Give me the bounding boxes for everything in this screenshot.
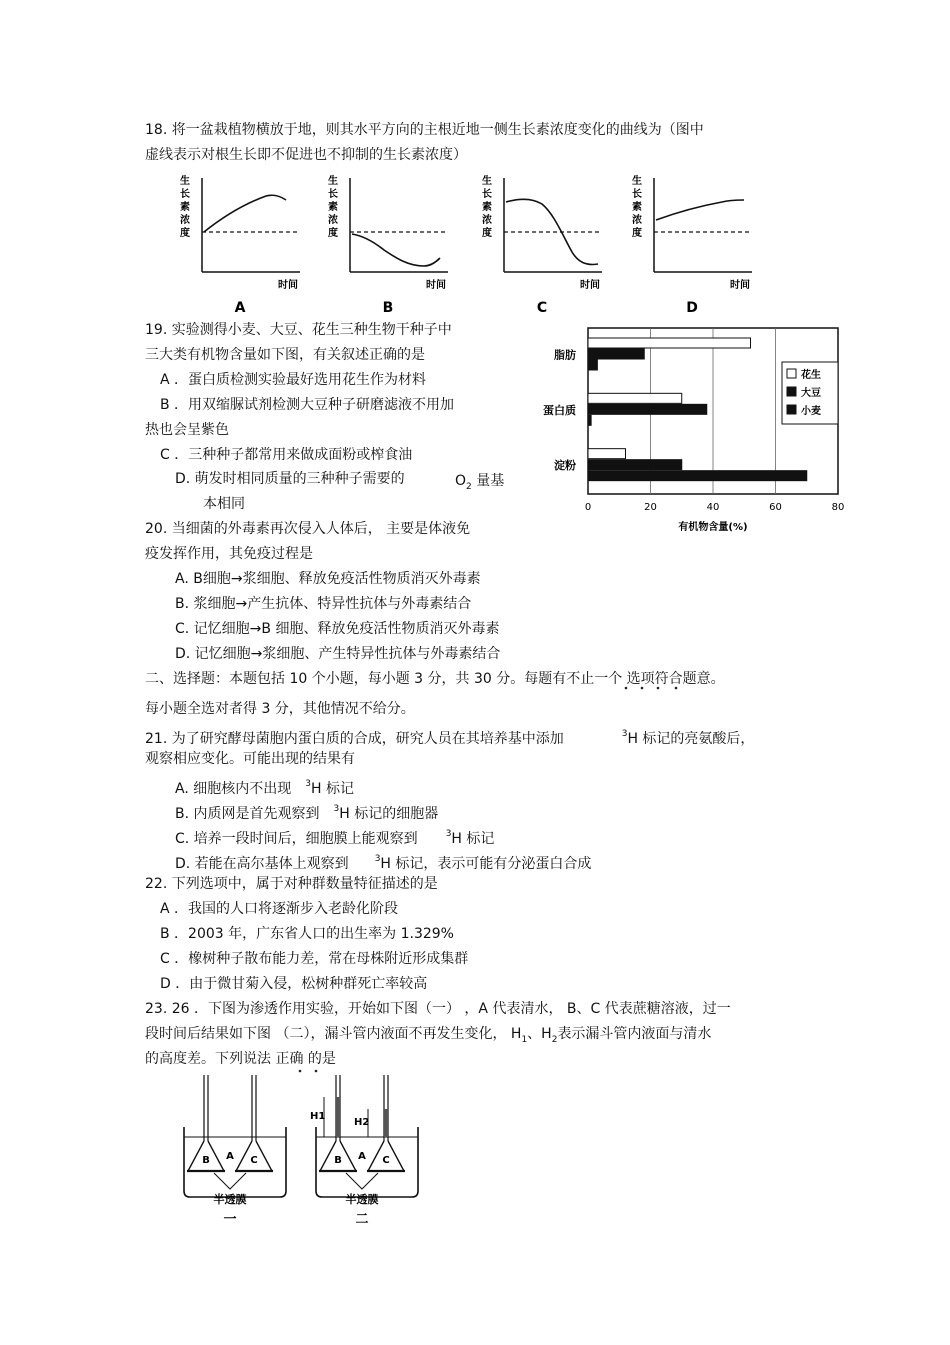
y-axis-label-char: 浓 xyxy=(632,215,642,226)
bar-小麦 xyxy=(588,415,591,425)
q20-stem-line2: 疫发挥作用，其免疫过程是 xyxy=(145,546,313,562)
category-label: 脂肪 xyxy=(554,348,576,362)
osmosis-apparatus-1 xyxy=(184,1075,286,1225)
x-tick-label: 80 xyxy=(831,502,845,513)
beaker-label: A xyxy=(226,1151,234,1162)
liquid-column-b xyxy=(336,1097,340,1137)
category-label: 蛋白质 xyxy=(543,403,576,417)
q19-option-d-line1: D. 萌发时相同质量的三种种子需要的 xyxy=(175,471,405,487)
funnel-label: B xyxy=(202,1155,210,1166)
option-letter: D xyxy=(686,300,698,316)
membrane-label: 半透膜 xyxy=(345,1193,379,1206)
y-axis-label-char: 度 xyxy=(632,228,642,239)
y-axis-label-char: 素 xyxy=(180,202,190,213)
q18-stem-line1: 18. 将一盆栽植物横放于地，则其水平方向的主根近地一侧生长素浓度变化的曲线为（图中 xyxy=(145,122,704,138)
bar-大豆 xyxy=(588,349,644,359)
bar-花生 xyxy=(588,338,751,348)
funnel-label: B xyxy=(334,1155,342,1166)
legend-label: 花生 xyxy=(801,370,821,381)
y-axis-label-char: 度 xyxy=(180,228,190,239)
concentration-curve xyxy=(656,200,744,220)
x-tick-label: 20 xyxy=(644,502,657,513)
y-axis-label-char: 浓 xyxy=(328,215,338,226)
q23-stem-line2: 段时间后结果如下图 （二），漏斗管内液面不再发生变化， $H_1$、$H_2$表示漏斗管内液面与清水 xyxy=(145,1026,712,1045)
q18-stem-line2: 虚线表示对根生长即不促进也不抑制的生长素浓度） xyxy=(145,147,467,163)
q19-option-c: C ．三种种子都常用来做成面粉或榨食油 xyxy=(160,447,413,463)
emphasis-dots xyxy=(620,684,690,692)
x-axis-label: 时间 xyxy=(580,280,600,291)
y-axis-label-char: 度 xyxy=(482,228,492,239)
option-letter: A xyxy=(234,300,246,316)
q21-option-c: C. 培养一段时间后，细胞膜上能观察到 $^3$H 标记 xyxy=(175,829,495,847)
bar-小麦 xyxy=(588,360,597,370)
y-axis-label-char: 度 xyxy=(328,228,338,239)
q21-stem-line2: 观察相应变化。可能出现的结果有 xyxy=(145,751,355,767)
legend-swatch xyxy=(787,369,796,378)
q20-option-d: D. 记忆细胞→浆细胞、产生特异性抗体与外毒素结合 xyxy=(175,646,501,662)
concentration-curve xyxy=(352,234,440,266)
y-axis-label-char: 素 xyxy=(328,202,338,213)
y-axis-label-char: 生 xyxy=(328,176,338,187)
q23-osmosis-figure xyxy=(170,1075,420,1225)
y-axis-label-char: 浓 xyxy=(180,215,190,226)
y-axis-label-char: 长 xyxy=(482,189,492,200)
q20-option-c: C. 记忆细胞→B 细胞、释放免疫活性物质消灭外毒素 xyxy=(175,621,500,637)
y-axis-label-char: 长 xyxy=(328,189,338,200)
q22-option-c: C ．橡树种子散布能力差，常在母株附近形成集群 xyxy=(160,951,469,967)
y-axis-label-char: 素 xyxy=(482,202,492,213)
q23-stem-line3: 的高度差。下列说法 正确 的是 xyxy=(145,1051,336,1067)
y-axis-label-char: 生 xyxy=(482,176,492,187)
q19-option-d-o2: $O_2$ 量基 xyxy=(455,473,505,492)
x-axis-label: 时间 xyxy=(278,280,298,291)
x-tick-label: 60 xyxy=(769,502,782,513)
q20-option-a: A. B细胞→浆细胞、释放免疫活性物质消灭外毒素 xyxy=(175,571,481,587)
membrane-pointer xyxy=(214,1173,246,1189)
x-tick-label: 0 xyxy=(584,502,592,513)
h1-label: H1 xyxy=(310,1111,326,1122)
bar-大豆 xyxy=(588,404,707,414)
x-axis-title: 有机物含量(%) xyxy=(678,522,748,533)
q21-option-a: A. 细胞核内不出现 $^3$H 标记 xyxy=(175,779,354,797)
figure-caption: 二 xyxy=(355,1212,369,1225)
q18-graph-B xyxy=(328,174,448,316)
q18-graph-C xyxy=(482,174,602,316)
q19-option-b-line2: 热也会呈紫色 xyxy=(145,422,229,438)
x-axis-label: 时间 xyxy=(426,280,446,291)
q19-option-b-line1: B ．用双缩脲试剂检测大豆种子研磨滤液不用加 xyxy=(160,397,455,413)
legend xyxy=(782,362,838,424)
y-axis-label-char: 长 xyxy=(632,189,642,200)
funnel-label: C xyxy=(250,1155,258,1166)
bar-花生 xyxy=(588,449,626,459)
emphasis-dots-correct xyxy=(290,1067,330,1075)
q18-graph-options xyxy=(180,170,760,318)
q22-option-a: A ．我国的人口将逐渐步入老龄化阶段 xyxy=(160,901,399,917)
membrane-pointer xyxy=(346,1173,378,1189)
q21-option-d: D. 若能在高尔基体上观察到 $^3$H 标记，表示可能有分泌蛋白合成 xyxy=(175,854,592,872)
funnel-label: C xyxy=(382,1155,390,1166)
section2-instructions-line1: 二、选择题：本题包括 10 个小题，每小题 3 分，共 30 分。每题有不止一个 选项符合题意。 xyxy=(145,671,725,687)
bar-小麦 xyxy=(588,471,807,481)
bar-大豆 xyxy=(588,460,682,470)
q19-stem-line2: 三大类有机物含量如下图，有关叙述正确的是 xyxy=(145,347,425,363)
x-axis-label: 时间 xyxy=(730,280,750,291)
legend-label: 大豆 xyxy=(801,388,821,399)
legend-label: 小麦 xyxy=(801,406,821,417)
legend-swatch xyxy=(787,405,796,414)
membrane-label: 半透膜 xyxy=(213,1193,247,1206)
concentration-curve xyxy=(204,195,286,232)
y-axis-label-char: 长 xyxy=(180,189,190,200)
q22-option-b: B ．2003 年，广东省人口的出生率为 1.329% xyxy=(160,926,454,942)
option-letter: B xyxy=(382,300,394,316)
q18-graph-A xyxy=(180,174,300,316)
q20-stem-line1: 20. 当细菌的外毒素再次侵入人体后， 主要是体液免 xyxy=(145,521,471,537)
q19-bar-chart xyxy=(530,322,850,537)
bar-花生 xyxy=(588,393,682,403)
option-letter: C xyxy=(536,300,548,316)
q19-option-a: A ．蛋白质检测实验最好选用花生作为材料 xyxy=(160,372,427,388)
beaker-label: A xyxy=(358,1151,366,1162)
q19-option-d-line2: 本相同 xyxy=(203,496,245,512)
y-axis-label-char: 素 xyxy=(632,202,642,213)
osmosis-apparatus-2 xyxy=(310,1075,418,1225)
q22-option-d: D ．由于微甘菊入侵，松树种群死亡率较高 xyxy=(160,976,428,992)
y-axis-label-char: 生 xyxy=(632,176,642,187)
liquid-column-c xyxy=(384,1109,388,1137)
figure-caption: 一 xyxy=(223,1212,237,1225)
x-tick-label: 40 xyxy=(706,502,720,513)
q22-stem: 22. 下列选项中，属于对种群数量特征描述的是 xyxy=(145,876,438,892)
q20-option-b: B. 浆细胞→产生抗体、特异性抗体与外毒素结合 xyxy=(175,596,472,612)
section2-instructions-line2: 每小题全选对者得 3 分，其他情况不给分。 xyxy=(145,701,415,717)
q18-graph-D xyxy=(632,174,752,316)
q21-option-b: B. 内质网是首先观察到 $^3$H 标记的细胞器 xyxy=(175,804,439,822)
category-label: 淀粉 xyxy=(554,459,576,473)
q19-stem-line1: 19. 实验测得小麦、大豆、花生三种生物干种子中 xyxy=(145,322,452,338)
h2-label: H2 xyxy=(354,1117,370,1128)
y-axis-label-char: 浓 xyxy=(482,215,492,226)
q23-stem-line1: 23. 26 ．下图为渗透作用实验，开始如下图（一） ，A 代表清水， B、C 代表蔗糖溶液，过一 xyxy=(145,1001,731,1017)
y-axis-label-char: 生 xyxy=(180,176,190,187)
legend-swatch xyxy=(787,387,796,396)
q21-stem-line1: 21. 为了研究酵母菌胞内蛋白质的合成，研究人员在其培养基中添加 $^3$H 标记的亮氨酸后， xyxy=(145,729,755,747)
